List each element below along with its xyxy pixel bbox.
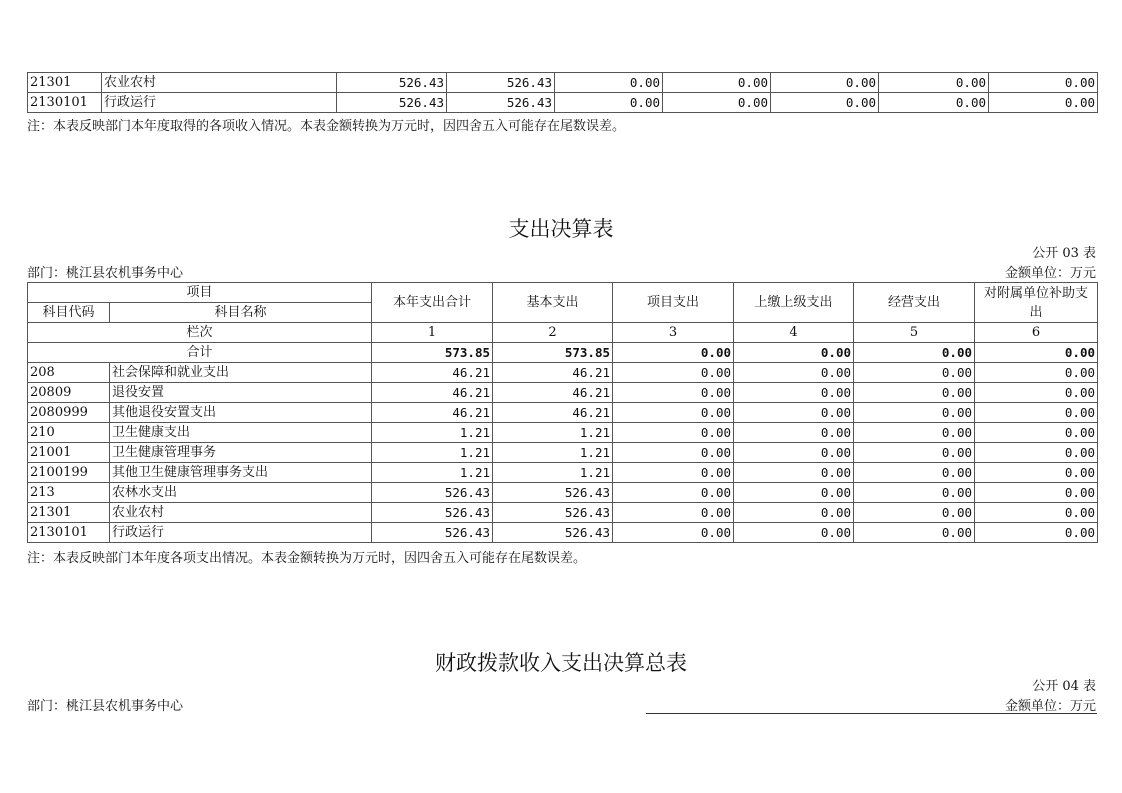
table-row [28, 383, 1098, 403]
expense-table [27, 282, 1098, 543]
subject-name: 其他退役安置支出 [110, 403, 372, 423]
table-row [28, 423, 1098, 443]
expense-table-title: 支出决算表 [508, 217, 614, 241]
col-num: 1 [372, 323, 493, 343]
amount-cell: 0.00 [854, 523, 975, 543]
amount-cell: 46.21 [372, 363, 493, 383]
col-num: 2 [493, 323, 613, 343]
amount-cell: 526.43 [447, 73, 555, 93]
total-row [28, 343, 1098, 363]
total-value: 573.85 [372, 343, 493, 363]
subject-code: 21001 [28, 443, 110, 463]
expense-table-note: 注：本表反映部门本年度各项支出情况。本表金额转换为万元时，因四舍五入可能存在尾数误差。 [27, 551, 587, 566]
amount-cell: 0.00 [613, 363, 734, 383]
amount-cell: 0.00 [555, 93, 663, 113]
subject-name: 行政运行 [110, 523, 372, 543]
subject-name: 其他卫生健康管理事务支出 [110, 463, 372, 483]
amount-cell: 0.00 [771, 93, 879, 113]
table-row [28, 503, 1098, 523]
fiscal-unit: 金额单位：万元 [1004, 699, 1096, 714]
amount-cell: 526.43 [337, 73, 447, 93]
amount-cell: 526.43 [372, 503, 493, 523]
amount-cell: 0.00 [854, 403, 975, 423]
amount-cell: 0.00 [879, 93, 989, 113]
amount-cell: 0.00 [854, 383, 975, 403]
table-row [28, 443, 1098, 463]
subject-name: 社会保障和就业支出 [110, 363, 372, 383]
amount-cell: 526.43 [447, 93, 555, 113]
amount-cell: 0.00 [854, 423, 975, 443]
amount-cell: 0.00 [663, 93, 771, 113]
amount-cell: 46.21 [493, 383, 613, 403]
amount-cell: 0.00 [613, 523, 734, 543]
amount-cell: 0.00 [975, 423, 1098, 443]
amount-cell: 1.21 [372, 423, 493, 443]
header-code: 科目代码 [28, 303, 110, 323]
amount-cell: 0.00 [613, 503, 734, 523]
amount-cell: 526.43 [493, 523, 613, 543]
header-row-label: 栏次 [28, 323, 372, 343]
total-value: 573.85 [493, 343, 613, 363]
amount-cell: 0.00 [734, 483, 854, 503]
total-value: 0.00 [613, 343, 734, 363]
col-num: 5 [854, 323, 975, 343]
subject-name: 卫生健康支出 [110, 423, 372, 443]
amount-cell: 46.21 [493, 363, 613, 383]
col-num: 6 [975, 323, 1098, 343]
subject-name: 农林水支出 [110, 483, 372, 503]
amount-cell: 0.00 [613, 383, 734, 403]
total-value: 0.00 [734, 343, 854, 363]
amount-cell: 1.21 [493, 443, 613, 463]
subject-code: 21301 [28, 503, 110, 523]
amount-cell: 526.43 [337, 93, 447, 113]
amount-cell: 1.21 [493, 463, 613, 483]
table-row [28, 363, 1098, 383]
amount-cell: 0.00 [854, 463, 975, 483]
amount-cell: 0.00 [613, 423, 734, 443]
subject-code: 2080999 [28, 403, 110, 423]
amount-cell: 0.00 [975, 363, 1098, 383]
col-num: 4 [734, 323, 854, 343]
amount-cell: 0.00 [975, 523, 1098, 543]
expense-table-number: 公开 03 表 [1032, 246, 1096, 261]
amount-cell: 0.00 [771, 73, 879, 93]
amount-cell: 0.00 [734, 503, 854, 523]
header-total-expense: 本年支出合计 [372, 283, 493, 323]
amount-cell: 0.00 [975, 463, 1098, 483]
header-subsidiary-subsidy: 对附属单位补助支出 [975, 283, 1098, 323]
amount-cell: 0.00 [989, 93, 1098, 113]
amount-cell: 0.00 [734, 363, 854, 383]
subject-name: 农业农村 [102, 73, 337, 93]
expense-unit: 金额单位：万元 [1004, 266, 1096, 281]
subject-code: 20809 [28, 383, 110, 403]
amount-cell: 0.00 [734, 403, 854, 423]
subject-code: 210 [28, 423, 110, 443]
subject-code: 21301 [28, 73, 102, 93]
subject-name: 卫生健康管理事务 [110, 443, 372, 463]
subject-code: 213 [28, 483, 110, 503]
header-business-expense: 经营支出 [854, 283, 975, 323]
amount-cell: 0.00 [854, 443, 975, 463]
header-basic-expense: 基本支出 [493, 283, 613, 323]
amount-cell: 0.00 [555, 73, 663, 93]
amount-cell: 1.21 [372, 463, 493, 483]
amount-cell: 526.43 [493, 483, 613, 503]
subject-code: 2100199 [28, 463, 110, 483]
amount-cell: 0.00 [975, 483, 1098, 503]
fiscal-table-title: 财政拨款收入支出决算总表 [435, 651, 687, 675]
subject-name: 退役安置 [110, 383, 372, 403]
header-name: 科目名称 [110, 303, 372, 323]
amount-cell: 0.00 [734, 383, 854, 403]
amount-cell: 0.00 [975, 383, 1098, 403]
header-project-expense: 项目支出 [613, 283, 734, 323]
amount-cell: 46.21 [372, 403, 493, 423]
table-row [28, 483, 1098, 503]
amount-cell: 0.00 [613, 443, 734, 463]
amount-cell: 526.43 [372, 523, 493, 543]
fiscal-table-number: 公开 04 表 [1032, 679, 1096, 694]
amount-cell: 526.43 [372, 483, 493, 503]
amount-cell: 526.43 [493, 503, 613, 523]
amount-cell: 0.00 [613, 403, 734, 423]
total-value: 0.00 [854, 343, 975, 363]
col-num: 3 [613, 323, 734, 343]
amount-cell: 0.00 [734, 423, 854, 443]
subject-code: 208 [28, 363, 110, 383]
table-row [28, 463, 1098, 483]
amount-cell: 0.00 [734, 523, 854, 543]
amount-cell: 0.00 [975, 403, 1098, 423]
amount-cell: 0.00 [989, 73, 1098, 93]
amount-cell: 0.00 [734, 443, 854, 463]
amount-cell: 0.00 [854, 483, 975, 503]
header-upper-payment: 上缴上级支出 [734, 283, 854, 323]
subject-code: 2130101 [28, 93, 102, 113]
amount-cell: 0.00 [975, 443, 1098, 463]
amount-cell: 1.21 [372, 443, 493, 463]
amount-cell: 0.00 [854, 363, 975, 383]
total-value: 0.00 [975, 343, 1098, 363]
amount-cell: 46.21 [493, 403, 613, 423]
amount-cell: 0.00 [854, 503, 975, 523]
table-row [28, 403, 1098, 423]
amount-cell: 0.00 [975, 503, 1098, 523]
income-table-note: 注：本表反映部门本年度取得的各项收入情况。本表金额转换为万元时，因四舍五入可能存在尾数误差。 [27, 119, 626, 134]
income-table-continuation [27, 72, 1098, 113]
table-row [28, 523, 1098, 543]
amount-cell: 0.00 [734, 463, 854, 483]
amount-cell: 0.00 [879, 73, 989, 93]
subject-name: 农业农村 [110, 503, 372, 523]
amount-cell: 0.00 [613, 463, 734, 483]
expense-department: 部门：桃江县农机事务中心 [27, 266, 184, 281]
amount-cell: 1.21 [493, 423, 613, 443]
header-item: 项目 [28, 283, 372, 303]
table-row [28, 73, 1098, 93]
total-label: 合计 [28, 343, 372, 363]
fiscal-department: 部门：桃江县农机事务中心 [27, 699, 184, 714]
amount-cell: 0.00 [663, 73, 771, 93]
table-row [28, 93, 1098, 113]
subject-name: 行政运行 [102, 93, 337, 113]
subject-code: 2130101 [28, 523, 110, 543]
amount-cell: 0.00 [613, 483, 734, 503]
amount-cell: 46.21 [372, 383, 493, 403]
fiscal-table-top-border [646, 713, 1097, 714]
